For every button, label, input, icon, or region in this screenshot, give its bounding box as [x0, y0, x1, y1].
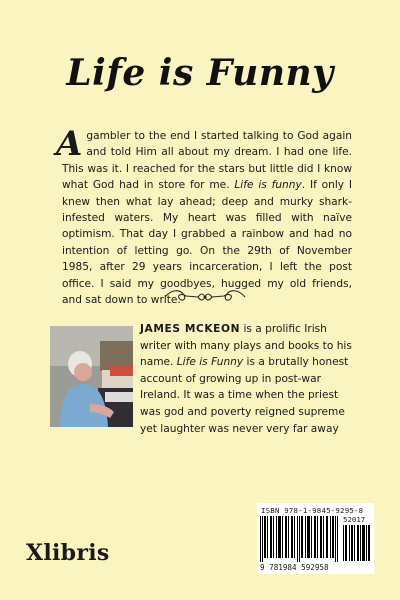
author-bio [140, 321, 360, 437]
bio-italic-title: Life is Funny [176, 356, 244, 369]
bio-text-1: is a prolific Irish writer with many plays and books to his name. [140, 323, 352, 369]
author-photo-icon [50, 326, 133, 427]
author-name: JAMES MCKEON [140, 323, 241, 335]
author-photo [50, 326, 133, 427]
isbn-label: ISBN 978-1-9845-9295-8 [261, 506, 364, 515]
isbn-barcode [257, 503, 374, 574]
drop-cap: A [56, 124, 83, 164]
book-title: Life is Funny [66, 52, 334, 94]
publisher-logo: Xlibris [26, 540, 110, 566]
bio-text-2: is a brutally honest account of growing up in post-war Ireland. It was a time when the priest was god and poverty reigned supreme yet laughter was never very far away [140, 356, 349, 435]
barcode-icon [260, 516, 340, 562]
price-code: 52017 [343, 515, 366, 524]
price-barcode-icon [343, 525, 371, 561]
isbn-digits: 9 781984 592958 [260, 563, 329, 572]
blurb-text-2: . If only I knew then what lay ahead; deep and murky shark-infested waters. My heart was filled with naïve optimism. That day I grabbed a rainbow and had no intention of letting go. On the 29th of November 1985, after 29 years incarceration, I left the post office. I said my goodbyes, hugged my old friends, and sat down to write. [62, 179, 353, 307]
ornament-divider-icon [160, 287, 250, 307]
blurb-italic-title: Life is funny [234, 179, 302, 192]
blurb-text-1: gambler to the end I started talking to God again and told Him all about my dream. I had one life. This was it. I reached for the stars but little did I know what God had in store for me. [62, 130, 352, 192]
back-cover-blurb [56, 124, 353, 308]
